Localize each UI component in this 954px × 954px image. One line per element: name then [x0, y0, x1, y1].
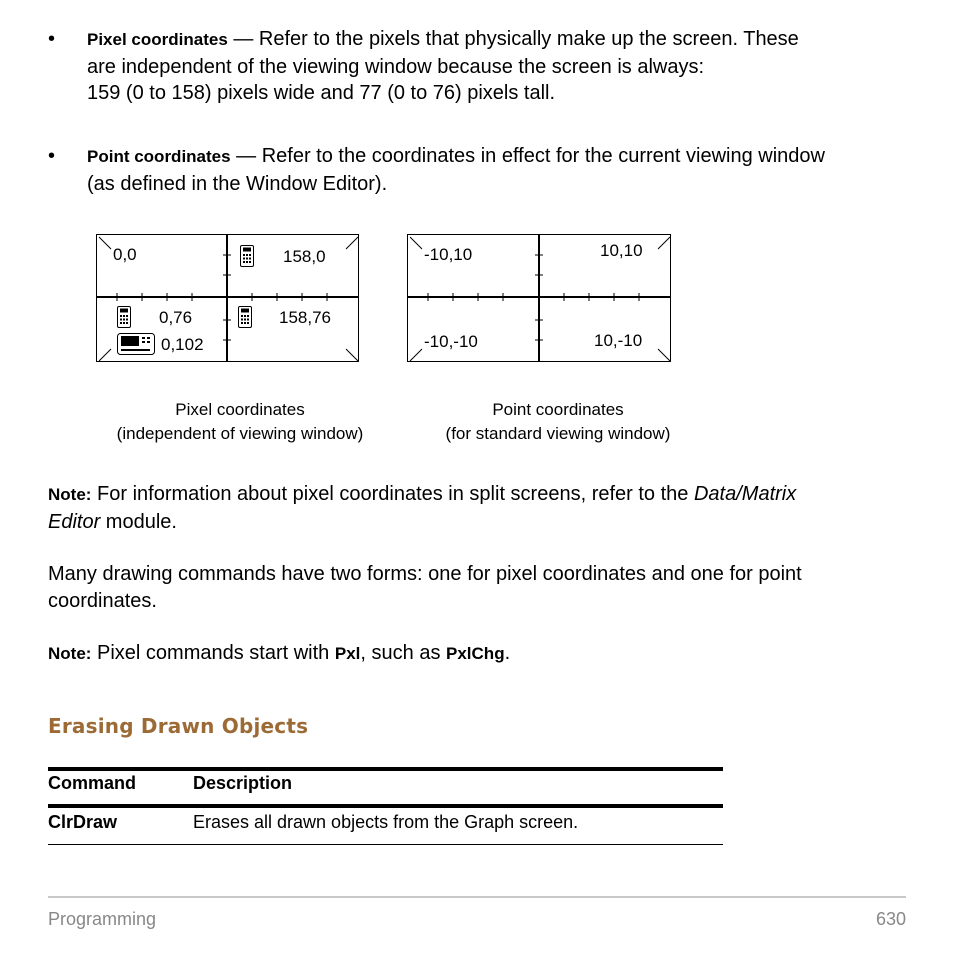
- pixel-bottom-right-label: 158,76: [279, 308, 331, 327]
- description-cell: Erases all drawn objects from the Graph screen.: [193, 812, 579, 832]
- table-header-command: Command: [48, 773, 137, 793]
- table-header-description: Description: [193, 773, 293, 793]
- section-title: Erasing Drawn Objects: [48, 714, 309, 738]
- pixel-top-left-label: 0,0: [113, 245, 137, 264]
- note-label: Note:: [48, 485, 92, 504]
- pixel-top-right-label: 158,0: [283, 247, 326, 266]
- pixel-coordinates-screen: [96, 234, 359, 362]
- note-label: Note:: [48, 644, 92, 663]
- pixel-bottom-left-voyage-label: 0,102: [161, 335, 204, 354]
- pixel-figure-caption: Pixel coordinates (independent of viewing window): [116, 400, 364, 443]
- code-pxl: Pxl: [334, 644, 361, 663]
- footer-rule: [48, 896, 906, 898]
- command-cell: ClrDraw: [48, 812, 118, 832]
- calculator-icon: [238, 306, 252, 328]
- calculator-icon: [117, 306, 131, 328]
- table-top-rule: [48, 767, 723, 771]
- bullet-marker: •: [48, 28, 56, 50]
- term-point-coordinates: Point coordinates: [87, 147, 231, 166]
- note-split-screens: Note: For information about pixel coordinates in split screens, refer to the Data/Matrix Editor module.: [48, 483, 797, 533]
- bullet-marker: •: [48, 145, 56, 167]
- code-pxlchg: PxlChg: [446, 644, 505, 663]
- bullet-point-coordinates: Point coordinates — Refer to the coordinates in effect for the current viewing window (as defined in the Window Editor).: [87, 145, 825, 195]
- point-coordinates-screen: [407, 234, 671, 362]
- calculator-icon: [240, 245, 254, 267]
- term-pixel-coordinates: Pixel coordinates: [87, 30, 228, 49]
- footer-section-name: Programming: [48, 909, 157, 929]
- note-pixel-commands: Note: Pixel commands start with Pxl, such as PxlChg.: [48, 642, 511, 664]
- table-row: [48, 812, 723, 844]
- bullet-pixel-coordinates: Pixel coordinates — Refer to the pixels that physically make up the screen. These are independent of the viewing window because the screen is always: 159 (0 to 158) pixels wide and 77 (0 to 76) pixels tall.: [87, 28, 799, 104]
- point-figure-caption: Point coordinates (for standard viewing window): [445, 400, 671, 443]
- table-header-rule: [48, 804, 723, 808]
- point-top-right-label: 10,10: [600, 241, 643, 260]
- drawing-commands-paragraph: Many drawing commands have two forms: one for pixel coordinates and one for point coordinates.: [48, 563, 802, 612]
- voyage-calculator-icon: [117, 333, 155, 355]
- table-bottom-rule: [48, 844, 723, 845]
- point-top-left-label: -10,10: [424, 245, 473, 264]
- point-bottom-left-label: -10,-10: [424, 332, 478, 351]
- page-number: 630: [875, 909, 906, 929]
- pixel-bottom-left-label: 0,76: [159, 308, 193, 327]
- point-bottom-right-label: 10,-10: [594, 331, 643, 350]
